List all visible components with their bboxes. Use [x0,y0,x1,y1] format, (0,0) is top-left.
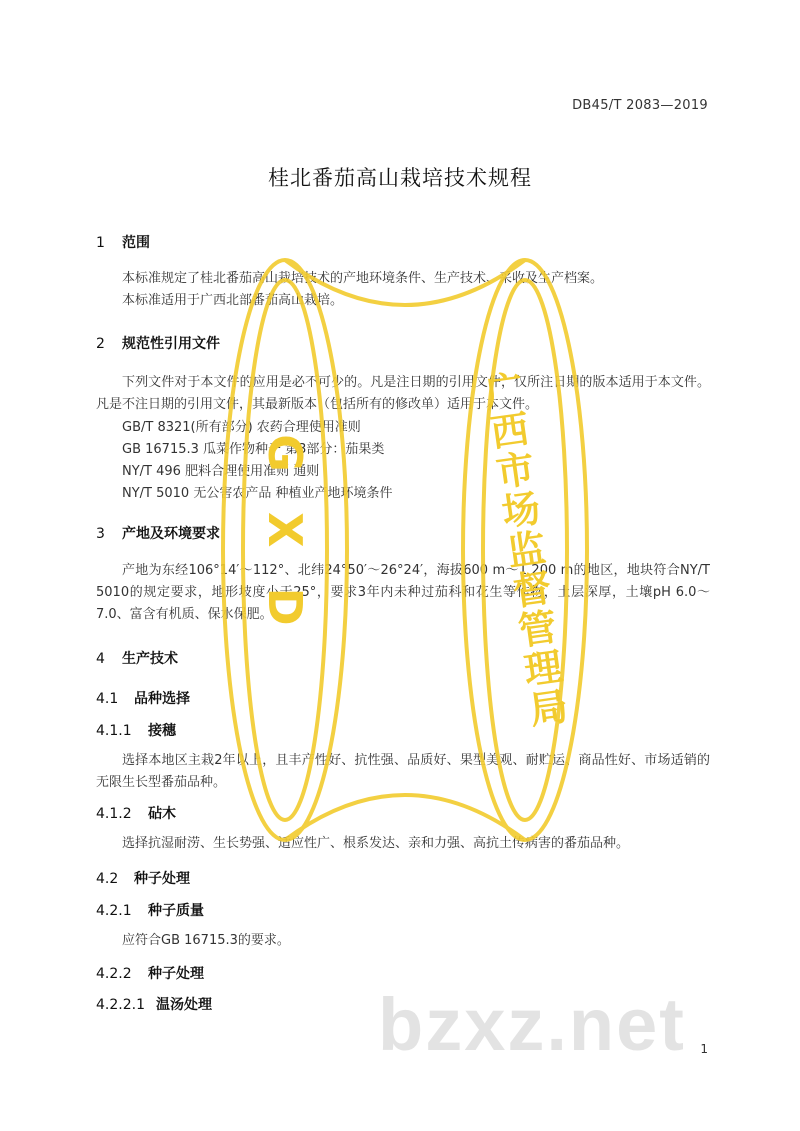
reference-item: GB 16715.3 瓜菜作物种子 第3部分：茄果类 [122,442,385,457]
section-4-1-1-heading [96,720,176,740]
section-number: 4.2.2 [96,966,132,982]
section-title: 种子处理 [148,966,204,982]
section-4-heading [96,648,178,668]
stamp-text: 广西市场监督管理局 [476,368,570,732]
section-number: 4.2.2.1 [96,997,145,1013]
section-3-heading [96,523,220,543]
section-title: 产地及环境要求 [122,526,220,542]
section-number: 4 [96,651,105,667]
reference-item: NY/T 5010 无公害农产品 种植业产地环境条件 [122,486,393,501]
section-number: 4.1 [96,691,119,707]
section-title: 生产技术 [122,651,178,667]
section-4-1-2-heading [96,803,176,823]
document-title: 桂北番茄高山栽培技术规程 [268,166,532,190]
paragraph: 本标准适用于广西北部番茄高山栽培。 [122,293,344,308]
section-title: 品种选择 [134,691,190,707]
section-4-2-2-heading [96,963,204,983]
paragraph: 选择抗湿耐涝、生长势强、适应性广、根系发达、亲和力强、高抗土传病害的番茄品种。 [122,836,630,851]
standard-code: DB45/T 2083—2019 [572,98,708,113]
section-2-heading [96,333,220,353]
section-4-2-1-heading [96,900,204,920]
section-number: 4.1.1 [96,723,132,739]
paragraph: 产地为东经106°14′～112°、北纬24°50′～26°24′，海拔600 m～1 200 m的地区，地块符合NY/T 5010的规定要求，地形坡度小于25°，要求3年内未种过茄科和花生等作物，土层深厚，土壤pH 6.0～7.0、富含有机质、保水保肥。 [96,563,710,622]
section-title: 规范性引用文件 [122,336,220,352]
paragraph: 本标准规定了桂北番茄高山栽培技术的产地环境条件、生产技术、采收及生产档案。 [122,271,604,286]
paragraph: 应符合GB 16715.3的要求。 [122,933,290,948]
section-title: 范围 [122,235,150,251]
section-1-heading [96,232,150,252]
paragraph: 选择本地区主栽2年以上，且丰产性好、抗性强、品质好、果型美观、耐贮运、商品性好、市场适销的无限生长型番茄品种。 [96,753,710,790]
section-title: 砧木 [148,806,176,822]
page-number: 1 [700,1042,708,1056]
section-number: 2 [96,336,105,352]
section-title: 种子处理 [134,871,190,887]
section-number: 4.2.1 [96,903,132,919]
section-number: 1 [96,235,105,251]
reference-item: GB/T 8321(所有部分) 农药合理使用准则 [122,420,361,435]
section-4-1-heading [96,688,190,708]
section-number: 4.1.2 [96,806,132,822]
section-title: 种子质量 [148,903,204,919]
section-4-2-2-1-heading [96,994,212,1014]
paragraph: 下列文件对于本文件的应用是必不可少的。凡是注日期的引用文件，仅所注日期的版本适用于本文件。凡是不注日期的引用文件，其最新版本（包括所有的修改单）适用于本文件。 [96,375,710,412]
stamp-letters: GXD [258,434,312,666]
section-4-2-heading [96,868,190,888]
section-title: 接穗 [148,723,176,739]
section-number: 3 [96,526,105,542]
section-number: 4.2 [96,871,119,887]
section-title: 温汤处理 [156,997,212,1013]
watermark-site-text: bzxz.net [378,983,686,1066]
reference-item: NY/T 496 肥料合理使用准则 通则 [122,464,320,479]
